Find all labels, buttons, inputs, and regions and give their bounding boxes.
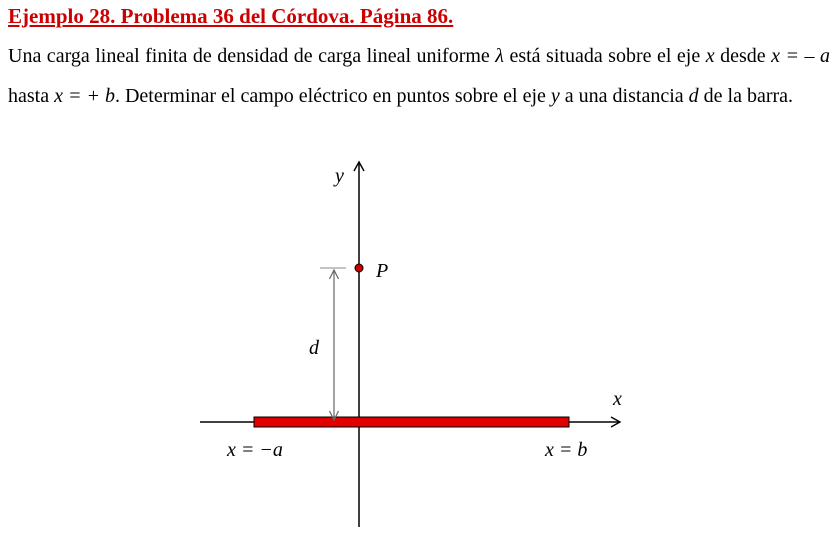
charged-rod bbox=[254, 417, 569, 427]
statement-text-2: está situada sobre el eje bbox=[503, 45, 706, 67]
y-variable: y bbox=[550, 85, 560, 107]
statement-text-1: Una carga lineal finita de densidad de carga lineal uniforme bbox=[8, 45, 496, 67]
left-end-label: x = −a bbox=[227, 439, 283, 461]
equation-minus-a: x = – a bbox=[771, 45, 831, 67]
page-title: Ejemplo 28. Problema 36 del Córdova. Página 86. bbox=[8, 4, 454, 28]
statement-text-7: de la barra. bbox=[698, 85, 794, 107]
statement-text-3: desde bbox=[714, 45, 772, 67]
lambda-symbol: λ bbox=[495, 45, 504, 67]
statement-text-6: a una distancia bbox=[559, 85, 689, 107]
point-p bbox=[355, 264, 363, 272]
x-axis-label: x bbox=[613, 388, 622, 410]
statement-text-4: hasta bbox=[8, 85, 55, 107]
x-variable: x bbox=[705, 45, 715, 67]
right-end-label: x = b bbox=[545, 439, 588, 461]
statement-text-5: . Determinar el campo eléctrico en puntos sobre el eje bbox=[114, 85, 551, 107]
point-p-label: P bbox=[376, 260, 389, 282]
equation-plus-b: x = + b bbox=[54, 85, 115, 107]
d-variable: d bbox=[688, 85, 699, 107]
distance-d-label: d bbox=[309, 337, 319, 359]
y-axis-label: y bbox=[335, 165, 344, 187]
